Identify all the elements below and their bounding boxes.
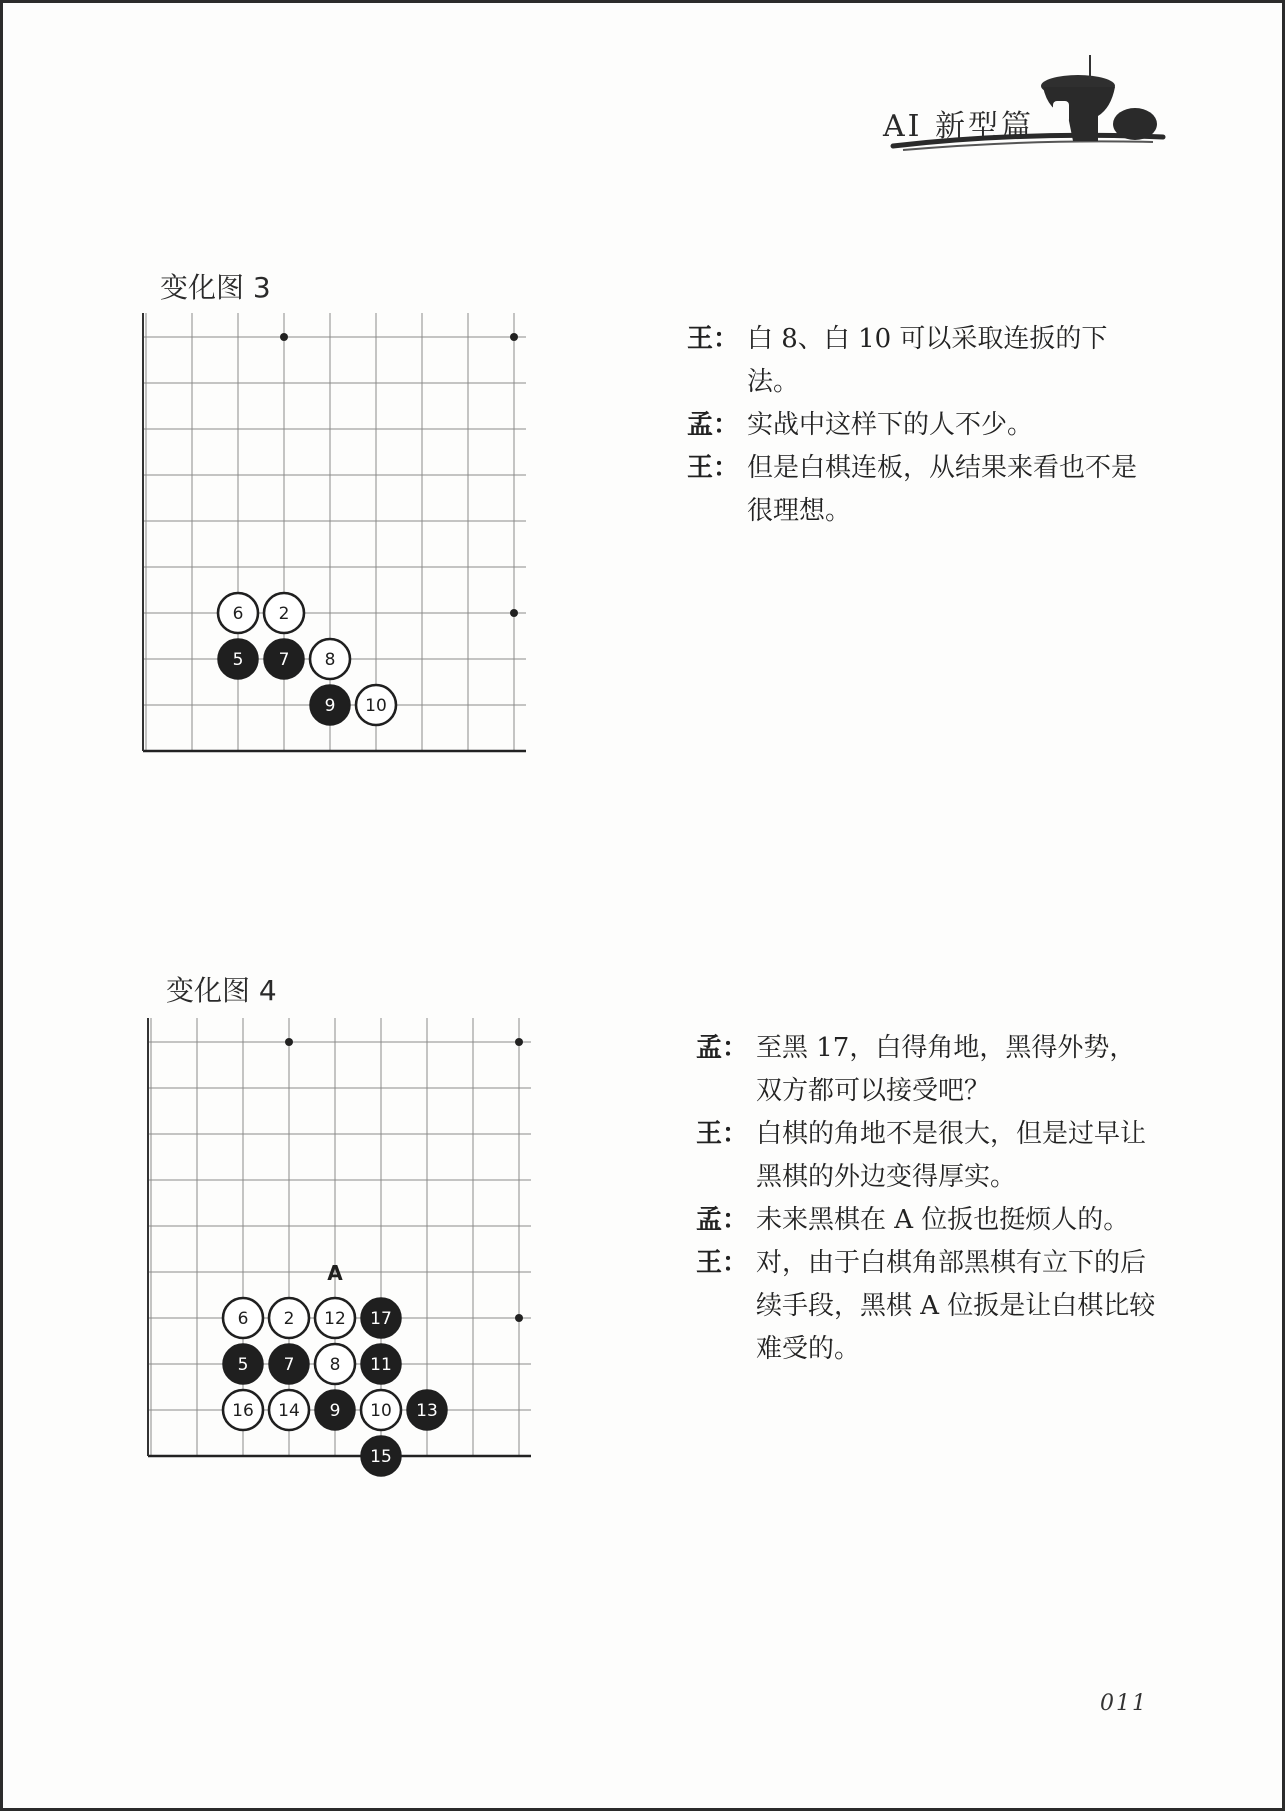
stone-number: 6 [237, 1309, 249, 1329]
speaker-label: 王： [696, 1119, 749, 1149]
stone-number: 7 [278, 650, 290, 670]
dialogue-line [696, 1199, 1156, 1242]
stone-number: 9 [329, 1401, 341, 1421]
star-point [280, 333, 288, 341]
figure-4-dialogue [696, 1027, 1156, 1371]
white-stone [269, 1390, 309, 1430]
black-stone [315, 1390, 355, 1430]
dialogue-text: 但是白棋连板，从结果来看也不是很理想。 [747, 453, 1138, 526]
white-stone [315, 1344, 355, 1384]
white-stone [223, 1298, 263, 1338]
dialogue-line [687, 318, 1147, 404]
stone-number: 6 [232, 604, 244, 624]
speaker-label: 王： [687, 453, 740, 483]
white-stone [218, 593, 258, 633]
stone-number: 9 [324, 696, 336, 716]
dialogue-text: 对，由于白棋角部黑棋有立下的后续手段，黑棋 A 位扳是让白棋比较难受的。 [756, 1248, 1156, 1364]
page-number: 011 [1100, 1691, 1148, 1716]
black-stone [361, 1436, 401, 1476]
dialogue-text: 未来黑棋在 A 位扳也挺烦人的。 [756, 1205, 1130, 1235]
stone-number: 11 [370, 1355, 392, 1375]
black-stone [269, 1344, 309, 1384]
stone-number: 2 [283, 1309, 295, 1329]
dialogue-text: 实战中这样下的人不少。 [747, 410, 1034, 440]
white-stone [310, 639, 350, 679]
dialogue-line [687, 404, 1147, 447]
stone-number: 2 [278, 604, 290, 624]
stone-number: 17 [370, 1309, 392, 1329]
dialogue-line [687, 447, 1147, 533]
dialogue-line [696, 1027, 1156, 1113]
stone-number: 10 [365, 696, 387, 716]
black-stone [264, 639, 304, 679]
white-stone [356, 685, 396, 725]
stone-number: 5 [232, 650, 244, 670]
speaker-label: 王： [696, 1248, 749, 1278]
white-stone [269, 1298, 309, 1338]
dialogue-line [696, 1242, 1156, 1371]
star-point [510, 333, 518, 341]
speaker-label: 孟： [696, 1205, 749, 1235]
figure-3-dialogue [687, 318, 1147, 533]
star-point [515, 1038, 523, 1046]
stone-number: 5 [237, 1355, 249, 1375]
stone-number: 7 [283, 1355, 295, 1375]
black-stone [361, 1298, 401, 1338]
black-stone [361, 1344, 401, 1384]
black-stone [223, 1344, 263, 1384]
speaker-label: 孟： [696, 1033, 749, 1063]
star-point [515, 1314, 523, 1322]
black-stone [407, 1390, 447, 1430]
stone-number: 14 [278, 1401, 300, 1421]
stone-number: 12 [324, 1309, 346, 1329]
stone-number: 16 [232, 1401, 254, 1421]
stone-number: 8 [329, 1355, 341, 1375]
star-point [510, 609, 518, 617]
board-mark-label: A [327, 1261, 343, 1285]
white-stone [223, 1390, 263, 1430]
go-board-figure-3 [143, 313, 603, 753]
speaker-label: 王： [687, 324, 740, 354]
dialogue-text: 至黑 17，白得角地，黑得外势，双方都可以接受吧？ [756, 1033, 1136, 1106]
figure-4-title: 变化图 4 [166, 974, 277, 1007]
stone-number: 8 [324, 650, 336, 670]
white-stone [264, 593, 304, 633]
dialogue-text: 白 8、白 10 可以采取连扳的下法。 [747, 324, 1108, 397]
dialogue-text: 白棋的角地不是很大，但是过早让黑棋的外边变得厚实。 [756, 1119, 1147, 1192]
stone-number: 15 [370, 1447, 392, 1467]
dialogue-line [696, 1113, 1156, 1199]
go-board-figure-4 [148, 1018, 608, 1488]
figure-3-title: 变化图 3 [160, 271, 271, 304]
stone-number: 10 [370, 1401, 392, 1421]
stone-number: 13 [416, 1401, 438, 1421]
black-stone [310, 685, 350, 725]
black-stone [218, 639, 258, 679]
speaker-label: 孟： [687, 410, 740, 440]
header-title: AI 新型篇 [883, 109, 1035, 144]
white-stone [315, 1298, 355, 1338]
white-stone [361, 1390, 401, 1430]
star-point [285, 1038, 293, 1046]
